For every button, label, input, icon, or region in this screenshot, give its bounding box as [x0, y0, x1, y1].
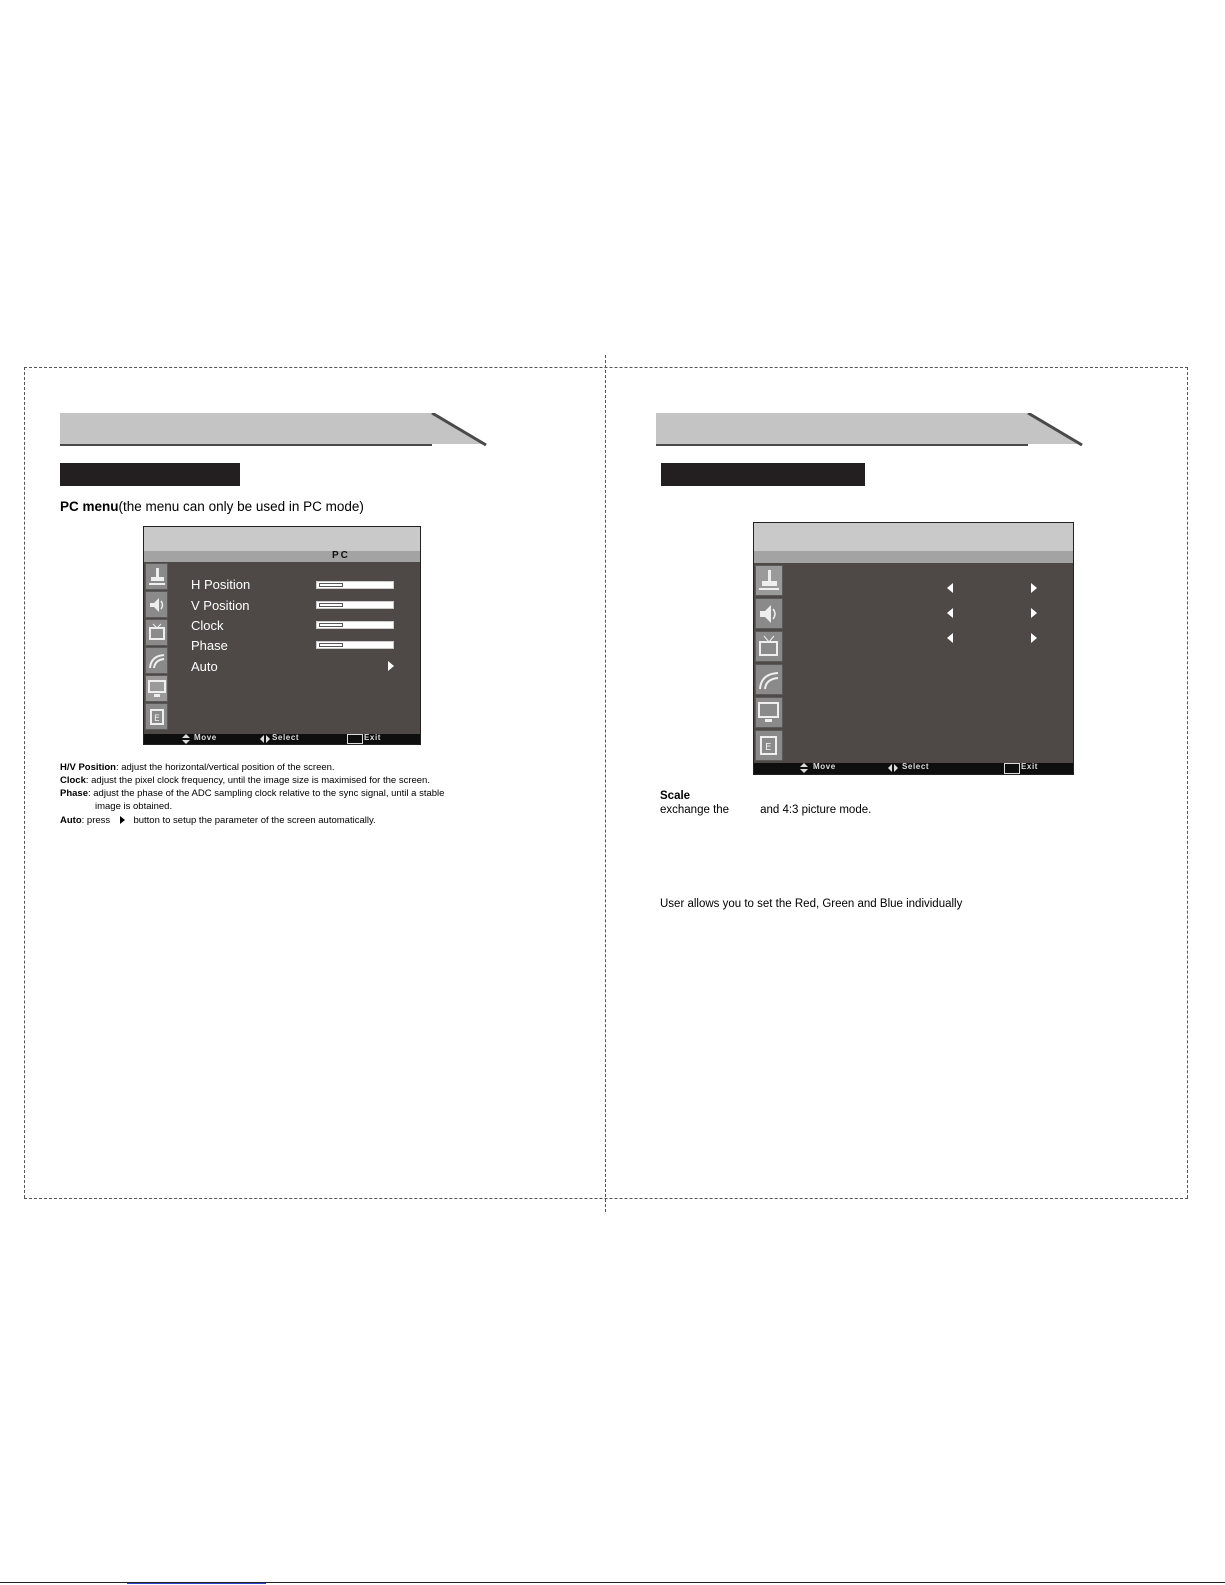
- right-arrow-icon: [120, 816, 125, 824]
- clock-slider[interactable]: [316, 621, 394, 629]
- osd-footer: [754, 763, 1073, 774]
- user-description: User allows you to set the Red, Green and Blue individually: [660, 898, 963, 910]
- footer-link-underline: [127, 1583, 266, 1584]
- picture-icon[interactable]: [755, 565, 783, 596]
- desc-phase: Phase: adjust the phase of the ADC sampling clock relative to the sync signal, until a stable: [60, 788, 445, 799]
- desc-phase-cont: image is obtained.: [95, 801, 173, 812]
- right-section-tab: [661, 463, 865, 486]
- footer-move-label: Move: [813, 762, 836, 771]
- page-border-left: [24, 367, 25, 1198]
- option-icon[interactable]: [755, 730, 783, 761]
- osd-footer: [144, 734, 420, 744]
- pc-menu-intro-note: (the menu can only be used in PC mode): [118, 499, 364, 514]
- page-divider: [605, 355, 606, 1212]
- exit-key-icon: [347, 734, 363, 744]
- desc-auto: Auto: press button to setup the parameter of the screen automatically.: [60, 815, 376, 826]
- v-position-slider[interactable]: [316, 601, 394, 609]
- select-arrows-icon: [260, 735, 270, 743]
- page-bottom-line: [0, 1582, 1225, 1583]
- footer-select-label: Select: [272, 733, 300, 742]
- osd-header: [144, 527, 420, 551]
- pc-monitor-icon[interactable]: [755, 697, 783, 728]
- option2-right-arrow-icon[interactable]: [1031, 608, 1037, 618]
- footer-move-label: Move: [194, 733, 217, 742]
- svg-text:E: E: [765, 742, 772, 753]
- option2-left-arrow-icon[interactable]: [947, 608, 953, 618]
- scale-title: Scale: [660, 790, 691, 802]
- sound-icon[interactable]: [145, 591, 168, 618]
- move-arrows-icon: [182, 734, 190, 744]
- scale-description: exchange the and 4:3 picture mode.: [660, 804, 872, 816]
- left-section-tab: [60, 463, 240, 486]
- menu-item-auto[interactable]: Auto: [191, 659, 218, 674]
- option-icon[interactable]: [145, 703, 168, 730]
- picture-icon[interactable]: [145, 563, 168, 590]
- option3-left-arrow-icon[interactable]: [947, 633, 953, 643]
- menu-item-clock[interactable]: Clock: [191, 618, 224, 633]
- auto-arrow-icon[interactable]: [388, 661, 394, 671]
- left-section-header-bar: [60, 413, 432, 446]
- desc-hv-position: H/V Position: adjust the horizontal/vertical position of the screen.: [60, 762, 335, 773]
- page-border-bottom: [24, 1198, 1188, 1199]
- option3-right-arrow-icon[interactable]: [1031, 633, 1037, 643]
- select-arrows-icon: [888, 764, 898, 772]
- tv-icon[interactable]: [145, 619, 168, 646]
- header-slant-decoration: [430, 413, 490, 446]
- osd-header: [754, 523, 1073, 551]
- option1-right-arrow-icon[interactable]: [1031, 583, 1037, 593]
- h-position-slider[interactable]: [316, 581, 394, 589]
- satellite-icon[interactable]: [145, 647, 168, 674]
- menu-item-v-position[interactable]: V Position: [191, 598, 250, 613]
- header-slant-decoration: [1026, 413, 1086, 446]
- pc-menu-intro: [60, 499, 364, 514]
- phase-slider[interactable]: [316, 641, 394, 649]
- pc-osd-menu: [143, 526, 421, 745]
- move-arrows-icon: [800, 763, 808, 773]
- osd-subtitle-bar: [144, 551, 420, 562]
- exit-key-icon: [1004, 763, 1020, 774]
- osd-subtitle: PC: [332, 550, 350, 561]
- pc-menu-intro-title: PC menu: [60, 499, 119, 514]
- menu-item-h-position[interactable]: H Position: [191, 577, 251, 592]
- footer-select-label: Select: [902, 762, 930, 771]
- right-section-header-bar: [656, 413, 1028, 446]
- page-border-top: [24, 367, 1188, 368]
- menu-item-phase[interactable]: Phase: [191, 638, 228, 653]
- satellite-icon[interactable]: [755, 664, 783, 695]
- pc-monitor-icon[interactable]: [145, 675, 168, 702]
- option1-left-arrow-icon[interactable]: [947, 583, 953, 593]
- page-border-right: [1187, 367, 1188, 1198]
- desc-clock: Clock: adjust the pixel clock frequency, until the image size is maximised for the screen.: [60, 775, 430, 786]
- picture-osd-menu: [753, 522, 1074, 775]
- osd-subtitle-bar: [754, 551, 1073, 563]
- footer-exit-label: Exit: [1021, 762, 1039, 771]
- sound-icon[interactable]: [755, 598, 783, 629]
- footer-exit-label: Exit: [364, 733, 382, 742]
- svg-text:E: E: [154, 714, 160, 724]
- tv-icon[interactable]: [755, 631, 783, 662]
